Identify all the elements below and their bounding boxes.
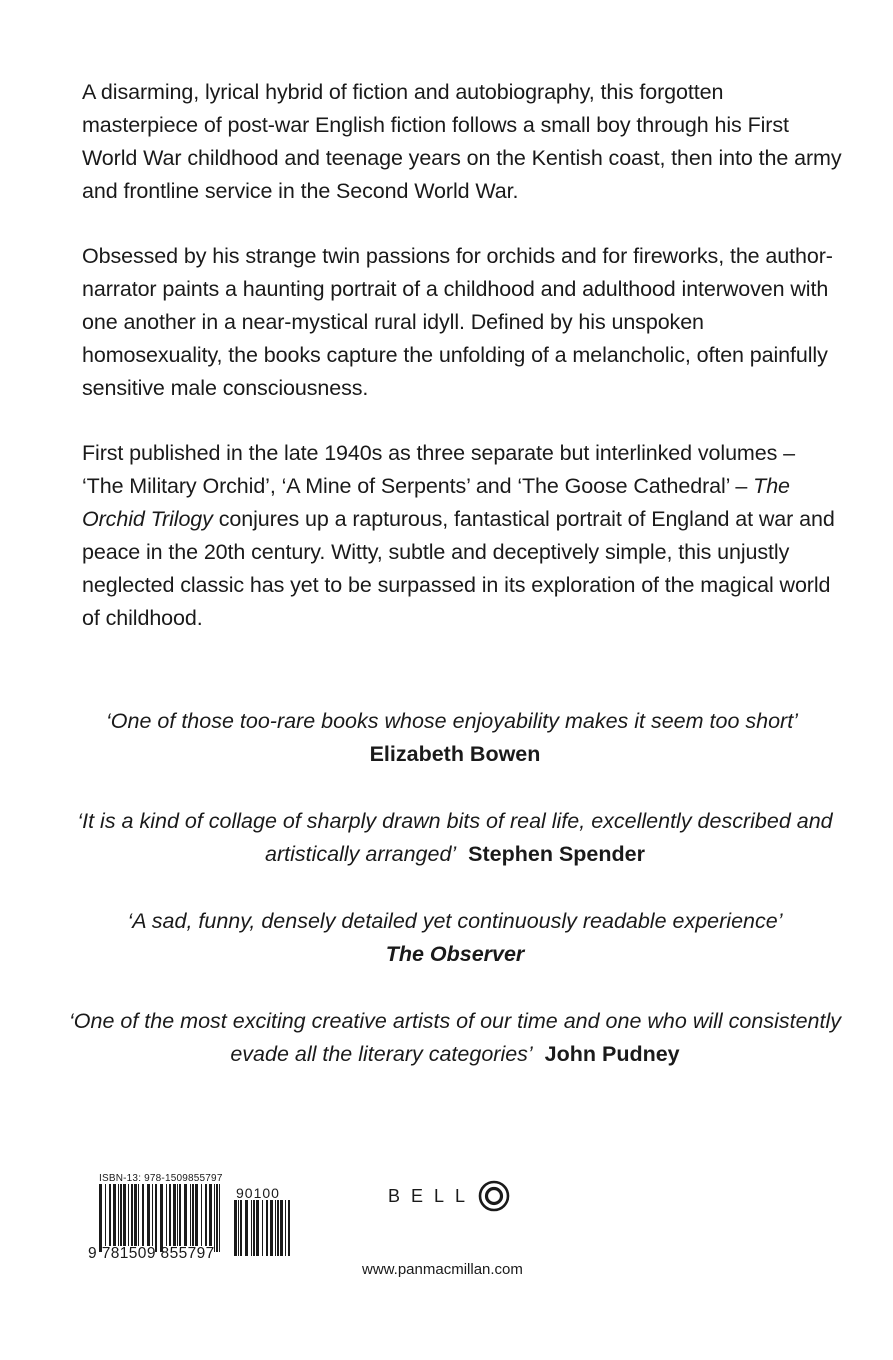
barcode-addon: 90100 <box>236 1185 280 1201</box>
barcode-bar <box>177 1184 178 1246</box>
blurb-paragraph-3 <box>82 437 842 635</box>
barcode-bar <box>195 1184 198 1246</box>
quote-text: ‘One of those too-rare books whose enjoyability makes it seem too short’ <box>106 709 798 733</box>
barcode-bar <box>238 1200 239 1256</box>
barcode-bar <box>152 1184 153 1246</box>
quote-text: ‘It is a kind of collage of sharply drawn bits of real life, excellently described and artistically arranged’ <box>77 809 833 866</box>
blurb-p3-before: First published in the late 1940s as three separate but interlinked volumes – ‘The Military Orchid’, ‘A Mine of Serpents’ and ‘The Goose Cathedral’ – <box>82 441 795 498</box>
isbn-digits: 9 781509 855797 <box>88 1245 215 1262</box>
blurb-paragraph-1: A disarming, lyrical hybrid of fiction and autobiography, this forgotten masterpiece of post-war English fiction follows a small boy through his First World War childhood and teenage years on the Kentish coast, then into the army and frontline service in the Second World War. <box>82 80 842 203</box>
barcode-bar <box>123 1184 126 1246</box>
barcode-bar <box>251 1200 252 1256</box>
barcode-bar <box>118 1184 119 1246</box>
barcode-bar <box>99 1184 102 1252</box>
barcode-bar <box>277 1200 279 1256</box>
barcode-bar <box>109 1184 111 1246</box>
barcode-bar <box>184 1184 187 1246</box>
barcode-bar <box>205 1184 207 1246</box>
barcode-bar <box>155 1184 157 1252</box>
quote-text: ‘One of the most exciting creative artists of our time and one who will consistently evade all the literary categories’ <box>69 1009 841 1066</box>
barcode-bar <box>131 1184 133 1246</box>
barcode-bar <box>280 1200 283 1256</box>
barcode-bar <box>192 1184 194 1246</box>
publisher-website: www.panmacmillan.com <box>362 1261 523 1278</box>
quote-author: Stephen Spender <box>468 842 645 866</box>
barcode-bar <box>105 1184 106 1246</box>
barcode-bar <box>142 1184 144 1246</box>
barcode-bar <box>216 1184 218 1252</box>
book-title: The Orchid Trilogy <box>82 474 790 531</box>
quote-1 <box>60 705 850 771</box>
isbn-barcode <box>88 1170 303 1270</box>
quote-author: Elizabeth Bowen <box>369 742 541 766</box>
barcode-bar <box>138 1184 139 1246</box>
barcode-bar <box>179 1184 181 1246</box>
barcode-bar <box>113 1184 116 1246</box>
barcode-bar <box>219 1184 220 1252</box>
isbn-label: ISBN-13: 978-1509855797 <box>99 1173 223 1184</box>
barcode-bar <box>288 1200 290 1256</box>
barcode-bar <box>147 1184 150 1246</box>
logo-circle-icon <box>478 1180 510 1212</box>
barcode-bar <box>160 1184 163 1252</box>
review-quotes <box>60 705 850 1105</box>
barcode-bar <box>262 1200 263 1256</box>
barcode-bar <box>275 1200 276 1256</box>
barcode-bar <box>169 1184 171 1246</box>
barcode-bar <box>270 1200 273 1256</box>
barcode-bar <box>245 1200 248 1256</box>
quote-text: ‘A sad, funny, densely detailed yet continuously readable experience’ <box>127 909 783 933</box>
barcode-bar <box>190 1184 191 1246</box>
barcode-bar <box>166 1184 167 1246</box>
barcode-bar <box>173 1184 176 1246</box>
barcode-bar <box>128 1184 129 1246</box>
barcode-bar <box>209 1184 212 1246</box>
barcode-bar <box>234 1200 237 1256</box>
barcode-bar <box>214 1184 215 1252</box>
barcode-bar <box>120 1184 122 1246</box>
quote-author: John Pudney <box>544 1042 680 1066</box>
barcode-bar <box>285 1200 286 1256</box>
barcode-bar <box>134 1184 137 1246</box>
blurb <box>82 76 842 667</box>
barcode-bar <box>253 1200 255 1256</box>
quote-2 <box>60 805 850 871</box>
barcode-bar <box>240 1200 242 1256</box>
barcode-bar <box>256 1200 259 1256</box>
barcode-bar <box>201 1184 202 1246</box>
quote-author: The Observer <box>385 942 525 966</box>
publisher-logo <box>388 1178 510 1214</box>
barcode-bar <box>266 1200 268 1256</box>
logo-text: BELL <box>388 1185 477 1206</box>
blurb-p3-after: conjures up a rapturous, fantastical portrait of England at war and peace in the 20th century. Witty, subtle and deceptively simple, this unjustly neglected classic has yet to be surpassed in its exploration of the magical world of childhood. <box>82 507 835 630</box>
quote-3 <box>60 905 850 971</box>
blurb-paragraph-2: Obsessed by his strange twin passions for orchids and for fireworks, the author-narrator paints a haunting portrait of a childhood and adulthood interwoven with one another in a near-mystical rural idyll. Defined by his unspoken homosexuality, the books capture the unfolding of a melancholic, often painfully sensitive male consciousness. <box>82 244 833 400</box>
quote-4 <box>60 1005 850 1071</box>
